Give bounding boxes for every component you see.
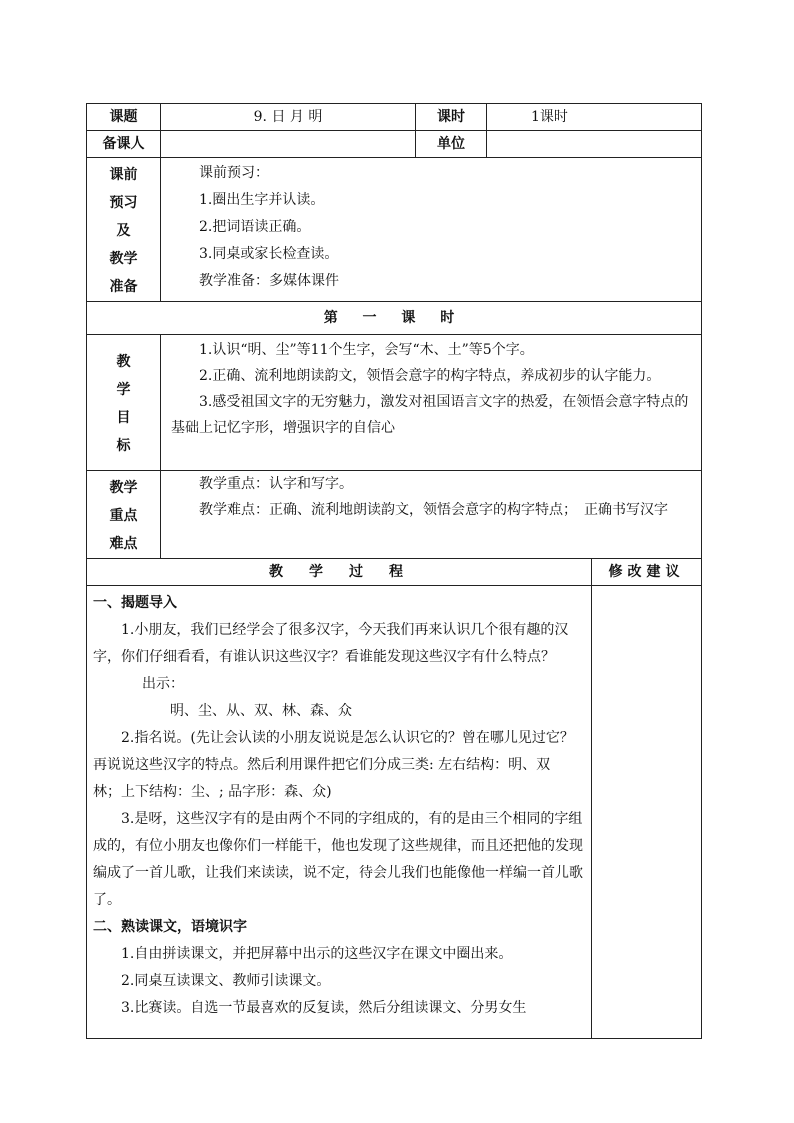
goals-label [87,335,161,471]
topic-value: 9. 日 月 明 [161,104,416,131]
period-value [487,104,702,131]
keypoints-label-line: 难点 [109,536,138,552]
prep-row [87,158,702,302]
lesson-plan-table [86,103,702,1039]
prep-line: 3.同桌或家长检查读。 [199,246,339,262]
process-paragraph: 1.自由拼读课文，并把屏幕中出示的这些汉字在课文中圈出来。 [121,946,513,962]
process-header-row [87,559,702,586]
process-paragraph: 3.是呀，这些汉字有的是由两个不同的字组成的，有的是由三个相同的字组成的，有位小朋友也像你们一样能干，他也发现了这些规律，而且还把他的发现编成了一首儿歌，让我们来读读，说不定，待会儿我们也能像他一样编一首儿歌了。 [93,811,583,908]
author-row [87,131,702,158]
process-show-label: 出示： [142,676,184,692]
section-heading: 二、熟读课文，语境识字 [93,919,247,935]
goal-item: 2.正确、流利地朗读韵文，领悟会意字的构字特点，养成初步的认字能力。 [199,368,661,384]
goals-content [161,335,702,471]
author-value [161,131,416,158]
process-paragraph: 3.比赛读。自选一节最喜欢的反复读，然后分组读课文、分男女生 [121,1000,527,1016]
period-label: 课时 [416,104,487,131]
keypoint-item: 教学重点：认字和写字。 [199,476,353,492]
process-header: 教 学 过 程 [87,559,592,586]
prep-line: 2.把词语读正确。 [199,219,311,235]
prep-content [161,158,702,302]
unit-value [487,131,702,158]
keypoints-label-line: 重点 [109,508,138,524]
topic-row [87,104,702,131]
keypoints-label-line: 教学 [109,480,138,496]
keypoints-content [161,471,702,559]
section-heading: 一、揭题导入 [93,595,177,611]
prep-label-line: 及 [116,223,131,239]
period-value-text: 1课时 [531,109,568,125]
keypoints-label [87,471,161,559]
goals-label-line: 标 [116,438,131,454]
goals-label-line: 学 [116,382,131,398]
advice-header: 修改建议 [592,559,702,586]
author-label: 备课人 [87,131,161,158]
prep-label-line: 准备 [109,279,138,295]
section-title-row [87,302,702,335]
prep-line: 教学准备：多媒体课件 [199,273,339,289]
process-paragraph: 2.指名说。(先让会认读的小朋友说说是怎么认识它的？曾在哪儿见过它？再说说这些汉字的特点。然后利用课件把它们分成三类: 左右结构：明、双 林；上下结构：尘、; 品字形：森、众) [93,730,574,800]
topic-label: 课题 [87,104,161,131]
prep-line: 课前预习： [199,165,269,181]
keypoint-item: 教学难点：正确、流利地朗读韵文，领悟会意字的构字特点； 正确书写汉字 [199,502,668,518]
goal-item: 1.认识“明、尘”等11个生字，会写“木、土”等5个字。 [199,342,534,358]
goals-label-line: 目 [116,410,131,426]
process-body-row [87,586,702,1039]
prep-label-line: 预习 [109,195,138,211]
prep-label-line: 教学 [109,251,138,267]
prep-line: 1.圈出生字并认读。 [199,192,325,208]
process-paragraph: 2.同桌互读课文、教师引读课文。 [121,973,331,989]
goal-item: 3.感受祖国文字的无穷魅力，激发对祖国语言文字的热爱，在领悟会意字特点的基础上记忆字形，增强识字的自信心 [171,394,689,436]
goals-label-line: 教 [116,354,131,370]
prep-label-line: 课前 [109,167,138,183]
process-content [87,586,592,1039]
prep-label [87,158,161,302]
keypoints-row [87,471,702,559]
process-paragraph: 1.小朋友，我们已经学会了很多汉字，今天我们再来认识几个很有趣的汉字，你们仔细看看，有谁认识这些汉字？看谁能发现这些汉字有什么特点？ [93,622,569,665]
advice-content [592,586,702,1039]
unit-label: 单位 [416,131,487,158]
goals-row [87,335,702,471]
section-title: 第 一 课 时 [87,302,702,335]
process-chars: 明、尘、从、双、林、森、众 [170,703,352,719]
